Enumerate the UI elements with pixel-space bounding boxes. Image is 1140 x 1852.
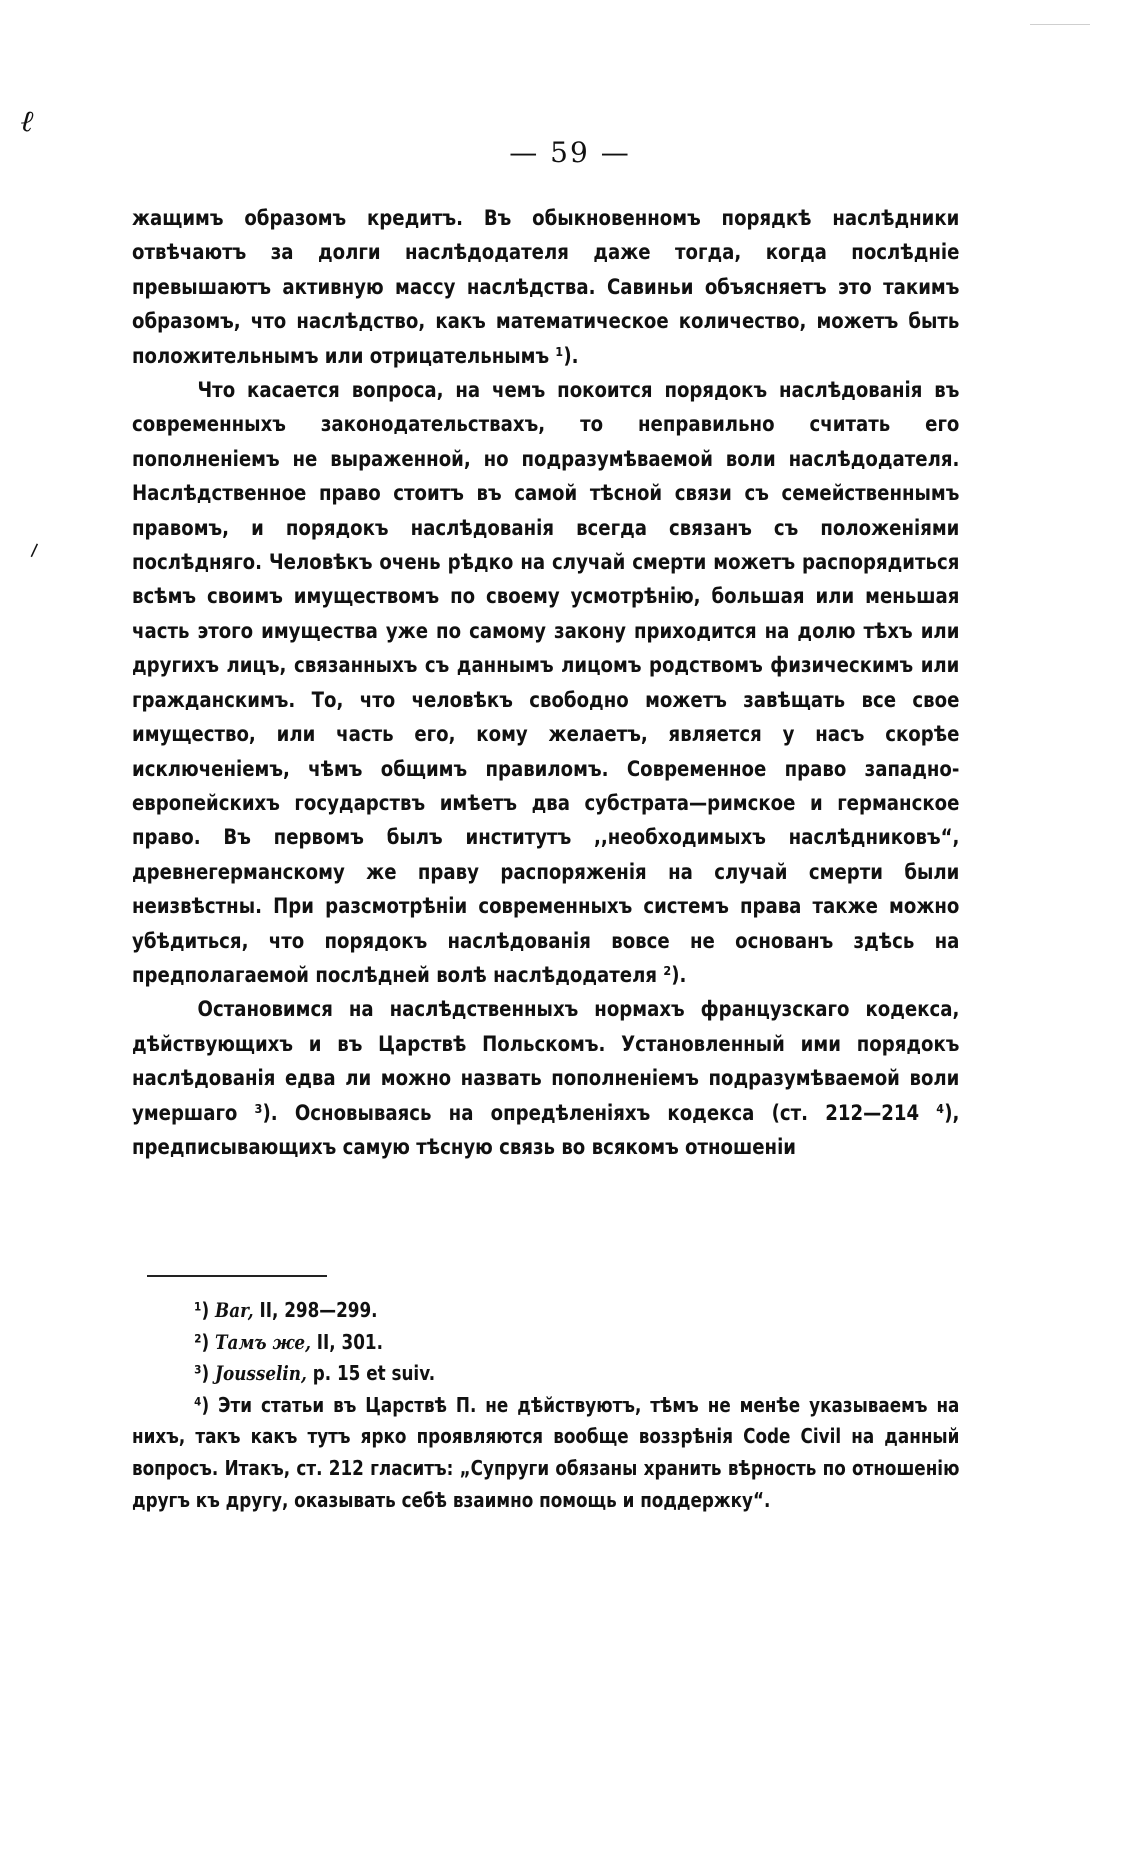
paragraph: Что касается вопроса, на чемъ покоится порядокъ наслѣдованія въ современныхъ законодательствахъ, то неправильно считать его пополненіемъ не выраженной, но подразумѣваемой воли наслѣдодателя. Наслѣдственное право стоитъ въ самой тѣсной связи съ семейственнымъ правомъ, и порядокъ наслѣдованія всегда связанъ съ положеніями послѣдняго. Человѣкъ очень рѣдко на случай смерти можетъ распорядиться всѣмъ своимъ имуществомъ по своему усмотрѣнію, большая или меньшая часть этого имущества уже по самому закону приходится на долю тѣхъ или другихъ лицъ, связанныхъ съ даннымъ лицомъ родствомъ физическимъ или гражданскимъ. То, что человѣкъ свободно можетъ завѣщать все свое имущество, или часть его, кому желаетъ, является у насъ скорѣе исключеніемъ, чѣмъ общимъ правиломъ. Современное право западно-европейскихъ государствъ имѣетъ два субстрата—римское и германское право. Въ первомъ былъ институтъ ,,необходимыхъ наслѣдниковъ“, древнегерманскому же праву распоряженія на случай смерти были неизвѣстны. При разсмотрѣніи современныхъ системъ права также можно убѣдиться, что порядокъ наслѣдованія вовсе не основанъ здѣсь на предполагаемой послѣдней волѣ наслѣдодателя ²). [132,378,960,988]
footnote-text: II, 301. [310,1329,384,1354]
paragraph: Остановимся на наслѣдственныхъ нормахъ французскаго кодекса, дѣйствующихъ и въ Царствѣ Польскомъ. Установленный ими порядокъ наслѣдованія едва ли можно назвать пополненіемъ подразумѣваемой воли умершаго ³). Основываясь на опредѣленіяхъ кодекса (ст. 212—214 ⁴), предписывающихъ самую тѣсную связь во всякомъ отношеніи [132,997,960,1160]
scan-edge-mark [1030,24,1090,25]
footnote-text: II, 298—299. [253,1298,378,1322]
main-text [132,202,959,1165]
footnote-text: p. 15 et suiv. [306,1361,436,1386]
footnote-mark: ³) [194,1361,210,1386]
footnote-4 [132,1390,959,1516]
margin-pencil-mark: ℓ [15,102,39,141]
footnote-source: Тамъ же, [215,1329,311,1354]
footnote-1 [132,1295,959,1327]
footnote-source: Bar, [215,1298,254,1322]
footnote-separator [147,1275,327,1277]
footnote-mark: ¹) [194,1298,210,1322]
footnote-3 [132,1358,959,1390]
footnotes [132,1295,959,1516]
footnote-text: Эти статьи въ Царствѣ П. не дѣйствуютъ, тѣмъ не менѣе указываемъ на нихъ, такъ какъ тутъ ярко проявляются вообще воззрѣнія Code Civil на данный вопросъ. Итакъ, ст. 212 гласитъ: „Супруги обязаны хранить вѣрность по отношенію другъ къ другу, оказывать себѣ взаимно помощь и поддержку“. [132,1392,960,1512]
footnote-mark: ⁴) [194,1392,210,1417]
footnote-source: Jousselin, [215,1361,307,1386]
page-number: — 59 — [509,136,631,169]
footnote-2 [132,1327,959,1359]
footnote-mark: ²) [194,1329,210,1354]
paragraph: жащимъ образомъ кредитъ. Въ обыкновенномъ порядкѣ наслѣдники отвѣчаютъ за долги наслѣдодателя даже тогда, когда послѣдніе превышаютъ активную массу наслѣдства. Савиньи объясняетъ это такимъ образомъ, что наслѣдство, какъ математическое количество, можетъ быть положительнымъ или отрицательнымъ ¹). [132,206,960,369]
margin-pencil-mark: ⸝ [19,525,46,564]
